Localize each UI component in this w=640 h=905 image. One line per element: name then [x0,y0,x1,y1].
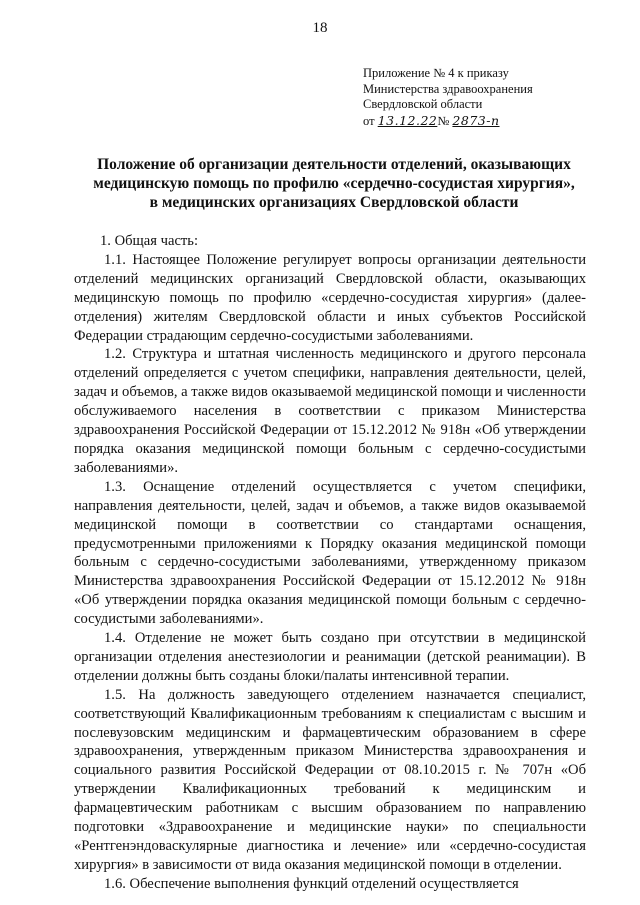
paragraph-1-3: 1.3. Оснащение отделений осуществляется с учетом специфики, направления деятельности, целей, задач и объемов, а также видов оказываемой медицинской помощи в соответствии со стандартами оснащения, предусмотренными приложениями к Порядку оказания медицинской помощи больным с сердечно-сосудистыми заболеваниями, утвержденному приказом Министерства здравоохранения Российской Федерации от 15.12.2012 № 918н «Об утверждении порядка оказания медицинской помощи больным с сердечно-сосудистыми заболеваниями». [74,478,586,628]
paragraph-1-1: 1.1. Настоящее Положение регулирует вопросы организации деятельности отделений медицинских организаций Свердловской области, оказывающих медицинскую помощь по профилю «сердечно-сосудистая хирургия» (далее-отделения) жителям Свердловской области и иных субъектов Российской Федерации страдающим сердечно-сосудистыми заболеваниями. [74,251,586,344]
paragraph-1-2: 1.2. Структура и штатная численность медицинского и другого персонала отделений определяется с учетом специфики, направления деятельности, целей, задач и объемов, а также видов оказываемой медицинской помощи и численности обслуживаемого населения в соответствии с приказом Министерства здравоохранения Российской Федерации от 15.12.2012 № 918н «Об утверждении порядка оказания медицинской помощи больным с сердечно-сосудистыми заболеваниями». [74,346,586,476]
annex-line-2: Министерства здравоохранения [363,81,533,96]
page-number: 18 [312,20,328,36]
annex-no-prefix: № [437,113,450,128]
document-body [74,232,586,894]
section-heading: 1. Общая часть: [100,233,199,249]
annex-from-prefix: от [363,113,375,128]
title-line-2: медицинскую помощь по профилю «сердечно-сосудистая хирургия», [93,175,575,192]
annex-header [363,66,613,129]
annex-line-3: Свердловской области [363,97,483,111]
annex-date-line [363,113,613,130]
paragraph-1-6: 1.6. Обеспечение выполнения функций отделений осуществляется [104,875,519,892]
title-line-3: в медицинских организациях Свердловской области [149,194,519,211]
paragraph-1-5: 1.5. На должность заведующего отделением назначается специалист, соответствующий Квалификационным требованиям к специалистам с высшим и послевузовским медицинским и фармацевтическим образованием в сфере здравоохранения, утвержденным приказом Министерства здравоохранения и социального развития Российской Федерации от 08.10.2015 г. № 707н «Об утверждении Квалификационных требований к медицинским и фармацевтическим работникам с высшим образованием по направлению подготовки «Здравоохранение и медицинские науки» по специальности «Рентгенэндоваскулярные диагностика и лечение» или «сердечно-сосудистая хирургия» в зависимости от вида оказания медицинской помощи в отделении. [74,686,586,873]
paragraph-1-4: 1.4. Отделение не может быть создано при отсутствии в медицинской организации отделения анестезиологии и реанимации (детской реанимации). В отделении должны быть созданы блоки/палаты интенсивной терапии. [74,630,586,684]
annex-line-1: Приложение № 4 к приказу [363,66,509,80]
document-title [80,155,588,212]
annex-date: 13.12.22 [377,112,438,128]
title-line-1: Положение об организации деятельности отделений, оказывающих [97,156,571,173]
annex-number: 2873-п [452,112,500,128]
